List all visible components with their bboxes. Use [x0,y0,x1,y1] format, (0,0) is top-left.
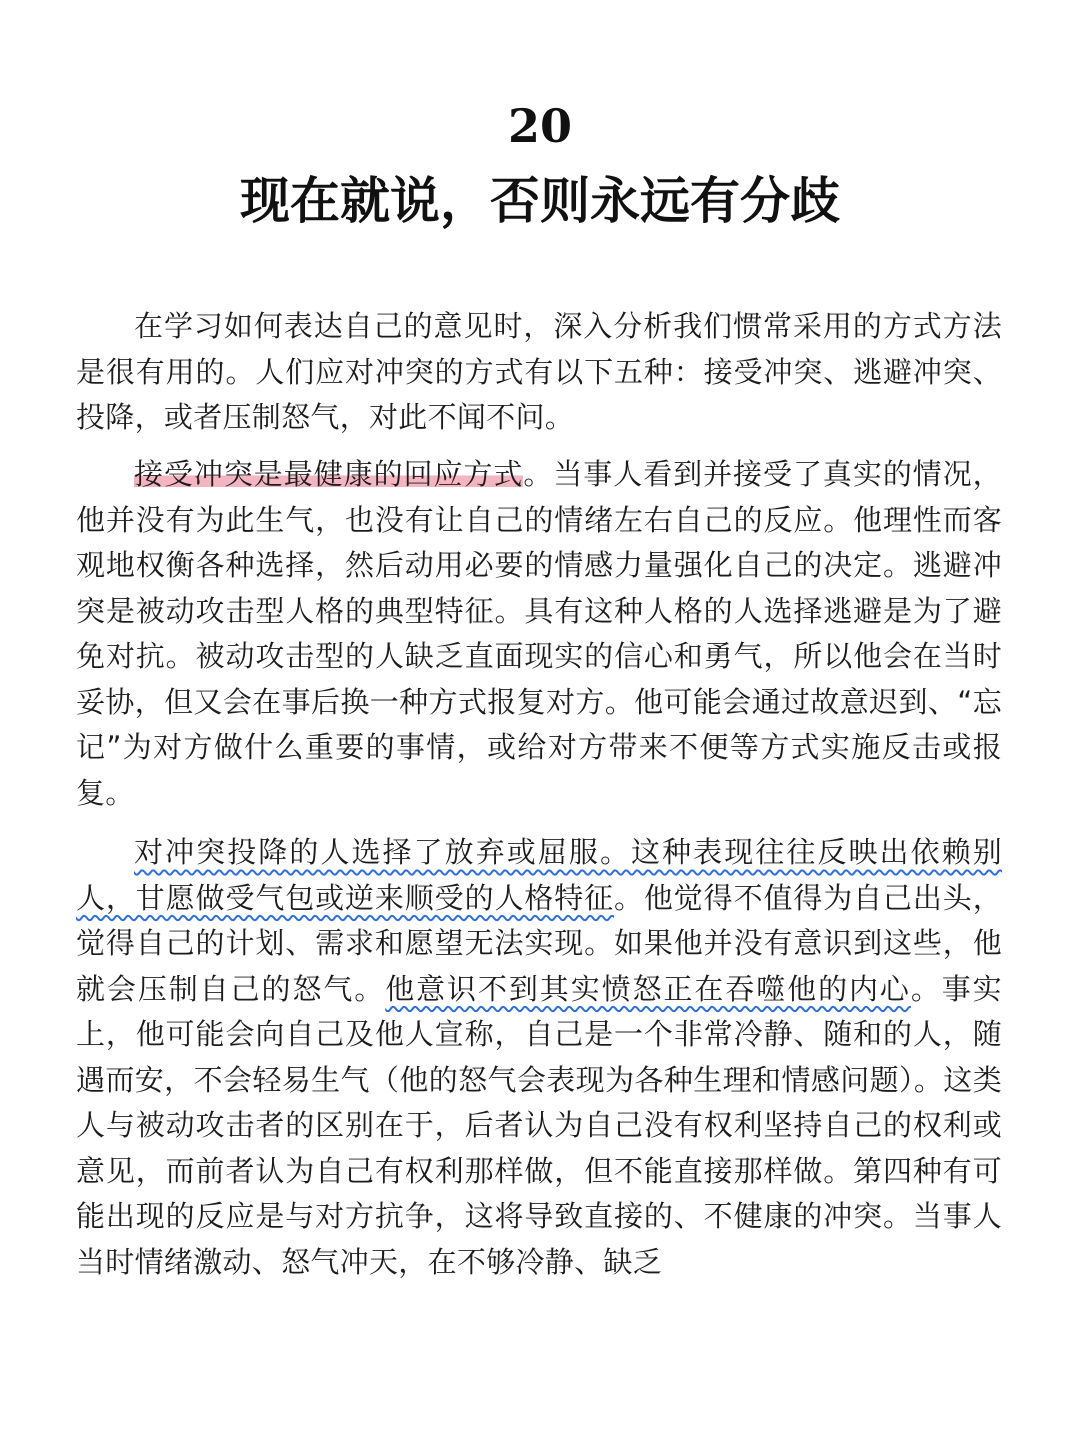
underlined-sentence-2: 他意识不到其实愤怒正在吞噬他的内心 [385,971,911,1006]
paragraph-3-text-1: 。他觉得不值得为自己出头，觉得自己的计划、需求和愿望无法实现。如果他并没有意识到这些，他就会压制自己的怒气。 [76,880,1002,1006]
paragraph-2 [76,452,1002,816]
paragraph-1-text: 在学习如何表达自己的意见时，深入分析我们惯常采用的方式方法是很有用的。人们应对冲突的方式有以下五种：接受冲突、逃避冲突、投降，或者压制怒气，对此不闻不问。 [76,309,1002,434]
highlighted-sentence: 接受冲突是最健康的回应方式 [134,457,524,491]
paragraph-3-text [76,830,1002,1285]
underlined-sentence-1: 对冲突投降的人选择了放弃或屈服。这种表现往往反映出依赖别人，甘愿做受气包或逆来顺受的人格特征 [76,835,1002,915]
paragraph-2-rest: 。当事人看到并接受了真实的情况，他并没有为此生气，也没有让自己的情绪左右自己的反应。他理性而客观地权衡各种选择，然后动用必要的情感力量强化自己的决定。逃避冲突是被动攻击型人格的典型特征。具有这种人格的人选择逃避是为了避免对抗。被动攻击型的人缺乏直面现实的信心和勇气，所以他会在当时妥协，但又会在事后换一种方式报复对方。他可能会通过故意迟到、“忘记”为对方做什么重要的事情，或给对方带来不便等方式实施反击或报复。 [76,457,1002,810]
chapter-number: 20 [507,99,572,153]
paragraph-1 [76,304,1002,441]
paragraph-2-text [76,452,1002,816]
paragraph-3 [76,830,1002,1285]
chapter-title: 现在就说，否则永远有分歧 [240,172,840,230]
paragraph-3-text-2: 。事实上，他可能会向自己及他人宣称，自己是一个非常冷静、随和的人，随遇而安，不会轻易生气（他的怒气会表现为各种生理和情感问题）。这类人与被动攻击者的区别在于，后者认为自己没有权利坚持自己的权利或意见，而前者认为自己有权利那样做，但不能直接那样做。第四种有可能出现的反应是与对方抗争，这将导致直接的、不健康的冲突。当事人当时情绪激动、怒气冲天，在不够冷静、缺乏 [76,971,1002,1279]
